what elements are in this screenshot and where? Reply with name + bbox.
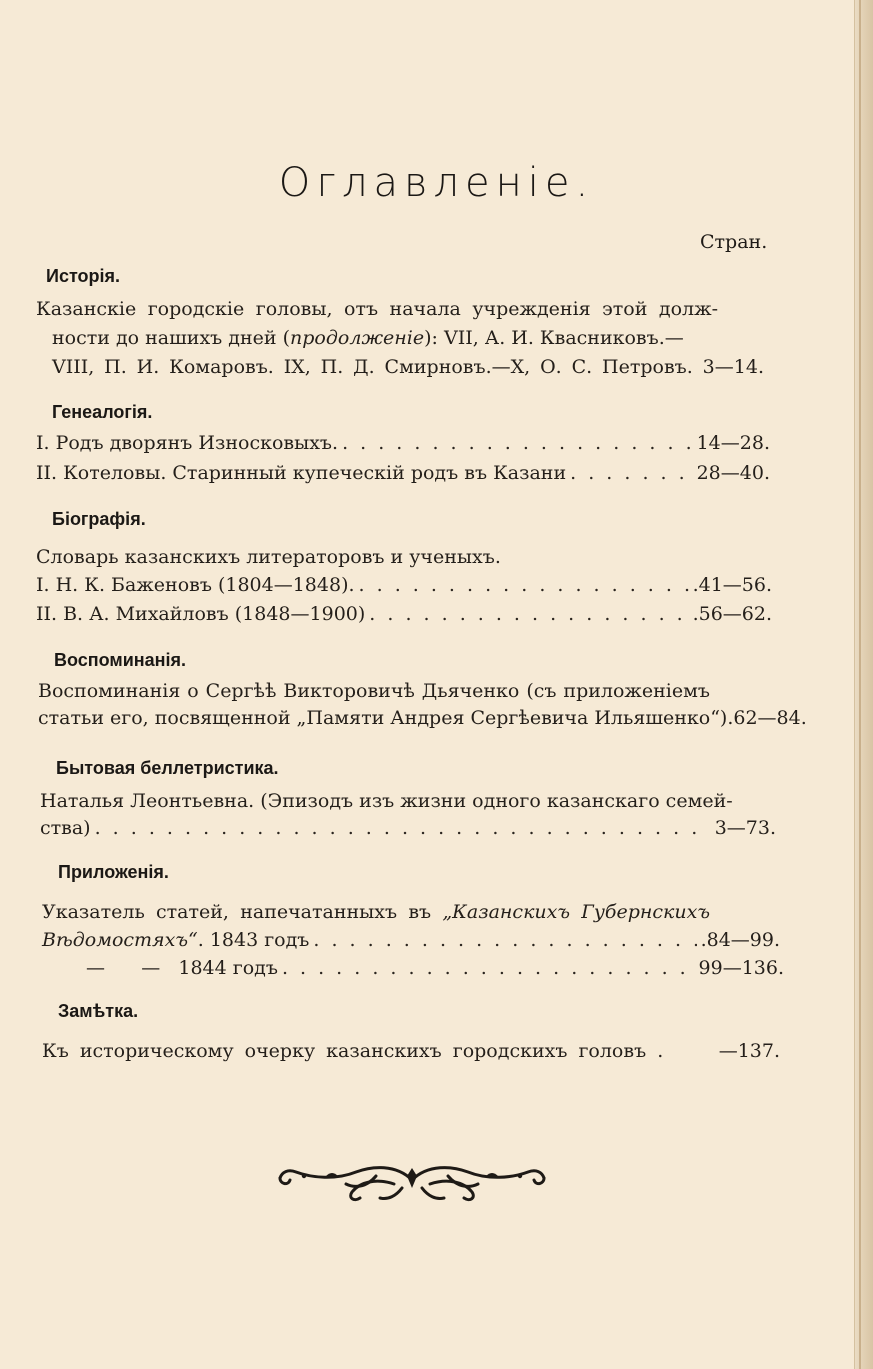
section-heading-note: Замѣтка. — [58, 1001, 139, 1021]
section-heading-biography: Біографія. — [52, 509, 146, 529]
appendix-line-1-italic: „Казанскихъ Губернскихъ — [442, 901, 710, 923]
toc-entry — [36, 462, 770, 484]
entry-title: II. В. А. Михайловъ (1848—1900) — [36, 603, 366, 625]
page-column-label: Стран. — [700, 231, 768, 253]
appendix-line-1-start: Указатель статей, напечатанныхъ въ — [42, 901, 443, 923]
section-heading-genealogy: Генеалогія. — [52, 402, 153, 422]
toc-entry — [36, 574, 772, 596]
leader-dots — [282, 957, 695, 979]
history-line-2-start: ности до нашихъ дней ( — [52, 327, 291, 349]
entry-title — [42, 929, 309, 951]
leader-dots — [369, 603, 688, 625]
leader-dots — [570, 462, 692, 484]
toc-entry — [40, 817, 776, 839]
fiction-line-1: Наталья Леонтьевна. (Эпизодъ изъ жизни одного казанскаго семей- — [40, 790, 733, 812]
toc-entry — [86, 957, 784, 979]
leader-dots — [313, 929, 696, 951]
history-continuation-italic: продолженіе — [290, 327, 425, 349]
entry-title: ства) — [40, 817, 91, 839]
toc-entry — [42, 929, 780, 951]
memoirs-line-2: статьи его, посвященной „Памяти Андрея Сергѣевича Ильяшенко“).62—84. — [38, 707, 807, 729]
entry-title-italic: Вѣдомостяхъ“ — [42, 929, 198, 951]
history-line-2-end: ): VII, А. И. Квасниковъ.— — [424, 327, 684, 349]
entry-pages: 3—73. — [714, 817, 776, 839]
leader-dots — [359, 574, 689, 596]
memoirs-line-1: Воспоминанія о Сергѣѣ Викторовичѣ Дьяченко (съ приложеніемъ — [38, 680, 710, 702]
toc-entry — [36, 603, 772, 625]
history-line-2 — [52, 327, 764, 349]
leader-dots — [342, 432, 693, 454]
entry-pages: 28—40. — [696, 462, 770, 484]
entry-title-rest: . 1843 годъ — [197, 929, 310, 951]
entry-title: I. Родъ дворянъ Износковыхъ. — [36, 432, 339, 454]
section-heading-memoirs: Воспоминанія. — [54, 650, 187, 670]
decorative-scroll-icon — [276, 1158, 548, 1206]
entry-title: — — 1844 годъ — [86, 957, 278, 979]
section-heading-history: Исторія. — [46, 266, 121, 286]
entry-title: Къ историческому очерку казанскихъ городскихъ головъ . — [42, 1040, 664, 1062]
entry-pages: 14—28. — [696, 432, 770, 454]
entry-title: I. Н. К. Баженовъ (1804—1848). — [36, 574, 355, 596]
entry-pages: .84—99. — [700, 929, 780, 951]
history-line-1: Казанскіе городскіе головы, отъ начала учрежденія этой долж- — [36, 298, 718, 320]
entry-pages: .56—62. — [692, 603, 772, 625]
entry-pages: 99—136. — [698, 957, 784, 979]
toc-entry — [36, 432, 770, 454]
leader-dots — [95, 817, 711, 839]
entry-title: II. Котеловы. Старинный купеческій родъ въ Казани — [36, 462, 567, 484]
section-heading-appendices: Приложенія. — [58, 862, 169, 882]
appendix-line-1 — [42, 901, 710, 923]
page-title: Оглавленіе. — [278, 160, 595, 206]
biography-intro: Словарь казанскихъ литераторовъ и ученыхъ. — [36, 546, 501, 568]
entry-pages: —137. — [718, 1040, 780, 1062]
history-line-3: VIII, П. И. Комаровъ. IX, П. Д. Смирновъ.—X, О. С. Петровъ. 3—14. — [52, 356, 764, 378]
section-heading-fiction: Бытовая беллетристика. — [56, 758, 279, 778]
entry-pages: .41—56. — [692, 574, 772, 596]
toc-entry — [42, 1040, 780, 1062]
